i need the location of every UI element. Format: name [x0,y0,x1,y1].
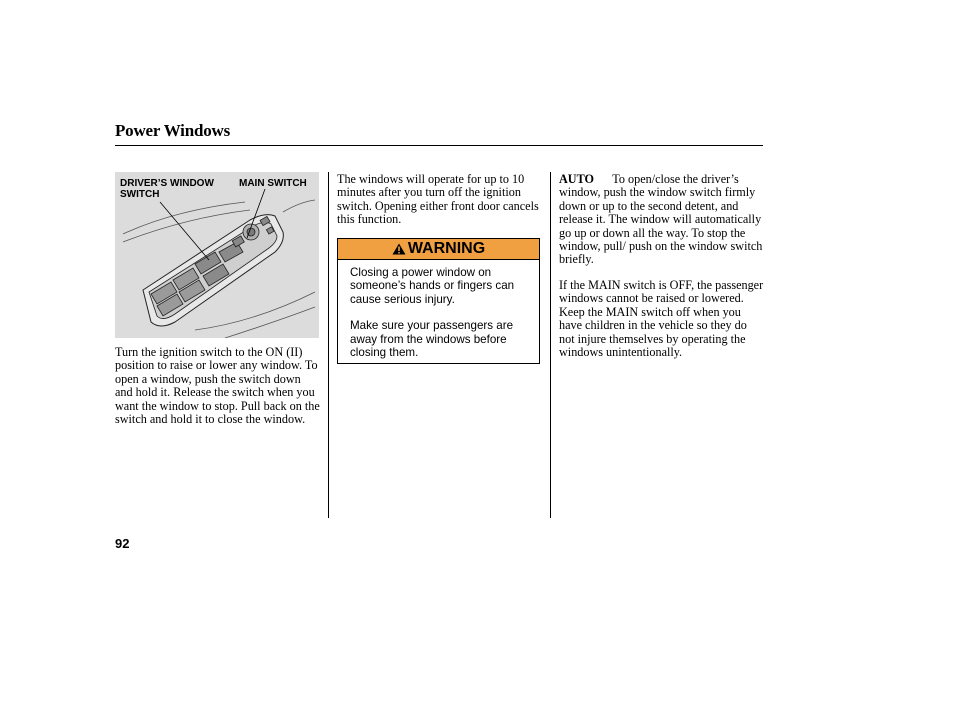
auto-paragraph [559,173,764,267]
warning-box [337,238,540,364]
title-divider [115,145,763,146]
main-switch-paragraph: If the MAIN switch is OFF, the passenger windows cannot be raised or lowered. Keep the MAIN switch off when you have children in the vehicle so they do not injure themselves by operating the windows unintentionally. [559,278,764,360]
switch-panel-drawing [115,172,319,338]
main-switch-label: MAIN SWITCH [239,178,307,189]
warning-header [338,239,539,260]
warning-text-1: Closing a power window on someone’s hands or fingers can cause serious injury. [350,266,515,306]
warning-triangle-icon [392,243,406,255]
column1-paragraph: Turn the ignition switch to the ON (II) position to raise or lower any window. To open a window, push the switch down and hold it. Release the switch when you want the window to stop. Pull back on the switch and hold it to close the window. [115,345,320,427]
warning-text-2: Make sure your passengers are away from the windows before closing them. [350,319,514,360]
window-switch-illustration [115,172,319,338]
driver-window-switch-label: DRIVER’S WINDOW SWITCH [120,178,214,200]
page-number: 92 [115,536,130,551]
warning-text [350,266,529,359]
page-title: Power Windows [115,121,231,140]
warning-heading: WARNING [407,240,486,257]
column-divider-1 [328,172,329,518]
column-divider-2 [550,172,551,518]
auto-label: AUTO [559,172,594,186]
column2-paragraph: The windows will operate for up to 10 minutes after you turn off the ignition switch. Opening either front door cancels this function. [337,172,539,227]
auto-text: To open/close the driver’s window, push the window switch firmly down or up to the second detent, and release it. The window will automatically go up or down all the way. To stop the window, pull/ push on the window switch briefly. [559,172,763,267]
